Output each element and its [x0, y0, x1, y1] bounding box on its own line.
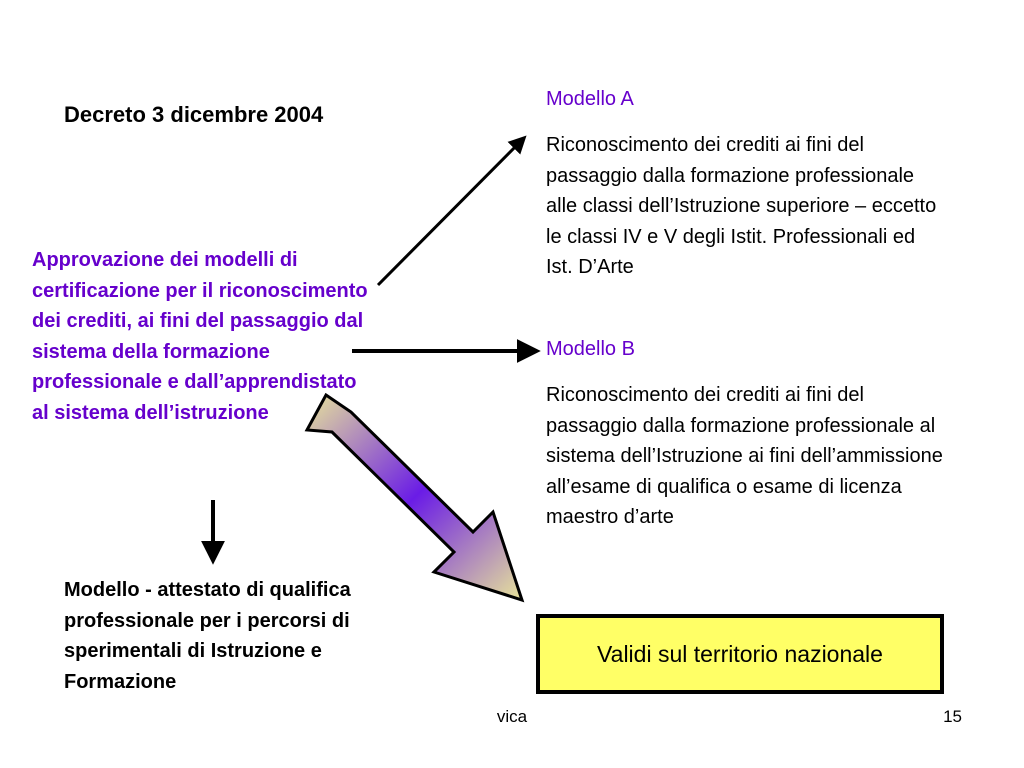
validity-text: Validi sul territorio nazionale: [597, 640, 883, 667]
model-certificate-text: Modello - attestato di qualifica professionale per i percorsi di sperimentali di Istruzione e Formazione: [64, 579, 351, 693]
model-a-description: Riconoscimento dei crediti ai fini del passaggio dalla formazione professionale alle classi dell’Istruzione superiore – eccetto le classi IV e V degli Istit. Professionali ed Ist. D’Arte: [546, 134, 937, 278]
approval-text: Approvazione dei modelli di certificazione per il riconoscimento dei crediti, ai fini del passaggio dal sistema della formazione professionale e dall’apprendistato al sistema dell’istruzione: [32, 249, 368, 424]
model-b-title: Modello B: [546, 338, 635, 360]
model-b-description: Riconoscimento dei crediti ai fini del passaggio dalla formazione professionale al sistema dell’Istruzione ai fini dell’ammissione all’esame di qualifica o esame di licenza maestro d’arte: [546, 384, 943, 528]
big-gradient-arrow: [307, 395, 522, 600]
footer-page-number: 15: [943, 707, 962, 726]
slide-title: Decreto 3 dicembre 2004: [64, 102, 324, 127]
footer-author: vica: [496, 707, 528, 726]
arrow-to-model-a: [378, 138, 524, 285]
model-a-title: Modello A: [546, 88, 634, 110]
